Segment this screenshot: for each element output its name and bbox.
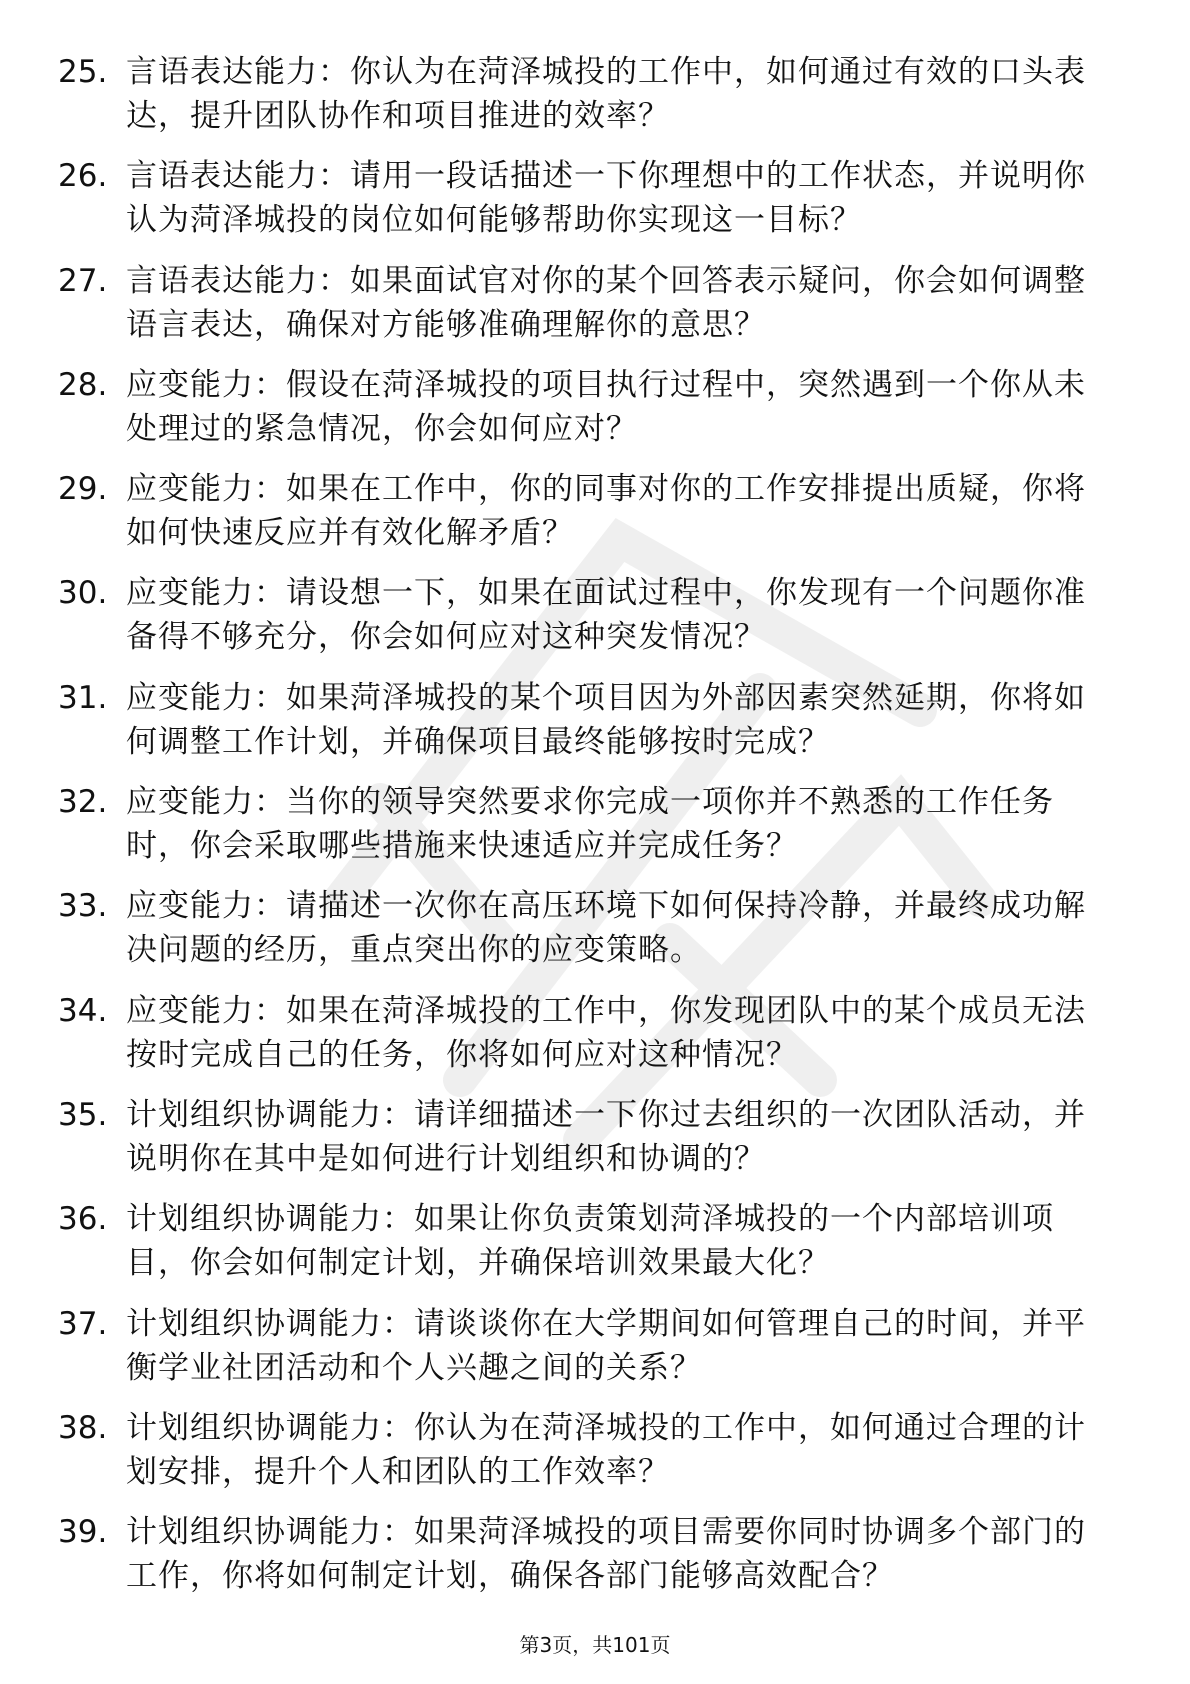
question-item bbox=[58, 780, 1108, 868]
question-number: 27. bbox=[58, 262, 108, 299]
page-number: 第3页，共101页 bbox=[519, 1633, 671, 1657]
question-text: 计划组织协调能力：请谈谈你在大学期间如何管理自己的时间，并平衡学业社团活动和个人兴趣之间的关系？ bbox=[126, 1305, 1086, 1386]
question-item bbox=[58, 1406, 1108, 1494]
question-number: 37. bbox=[58, 1305, 108, 1342]
question-item bbox=[58, 676, 1108, 764]
question-text: 计划组织协调能力：请详细描述一下你过去组织的一次团队活动，并说明你在其中是如何进行计划组织和协调的？ bbox=[126, 1096, 1086, 1177]
question-item bbox=[58, 154, 1108, 242]
question-number: 26. bbox=[58, 158, 108, 195]
question-text: 言语表达能力：如果面试官对你的某个回答表示疑问，你会如何调整语言表达，确保对方能够准确理解你的意思？ bbox=[126, 262, 1086, 343]
question-number: 39. bbox=[58, 1514, 108, 1551]
question-number: 35. bbox=[58, 1096, 108, 1133]
question-item bbox=[58, 1510, 1108, 1598]
question-text: 言语表达能力：你认为在菏泽城投的工作中，如何通过有效的口头表达，提升团队协作和项目推进的效率？ bbox=[126, 54, 1086, 134]
question-text: 应变能力：如果在工作中，你的同事对你的工作安排提出质疑，你将如何快速反应并有效化解矛盾？ bbox=[126, 471, 1086, 552]
question-number: 30. bbox=[58, 575, 108, 612]
question-number: 29. bbox=[58, 471, 108, 508]
question-number: 32. bbox=[58, 784, 108, 821]
question-text: 计划组织协调能力：如果菏泽城投的项目需要你同时协调多个部门的工作，你将如何制定计划，确保各部门能够高效配合？ bbox=[126, 1514, 1086, 1595]
question-text: 应变能力：请描述一次你在高压环境下如何保持冷静，并最终成功解决问题的经历，重点突出你的应变策略。 bbox=[126, 888, 1086, 969]
question-number: 33. bbox=[58, 888, 108, 925]
question-number: 25. bbox=[58, 54, 108, 90]
question-number: 38. bbox=[58, 1409, 108, 1446]
question-text: 应变能力：假设在菏泽城投的项目执行过程中，突然遇到一个你从未处理过的紧急情况，你会如何应对？ bbox=[126, 366, 1086, 447]
question-item bbox=[58, 989, 1108, 1077]
question-item bbox=[58, 467, 1108, 555]
question-item bbox=[58, 259, 1108, 347]
question-number: 36. bbox=[58, 1201, 108, 1238]
question-item bbox=[58, 1197, 1108, 1285]
question-text: 应变能力：如果在菏泽城投的工作中，你发现团队中的某个成员无法按时完成自己的任务，你将如何应对这种情况？ bbox=[126, 992, 1086, 1073]
question-number: 34. bbox=[58, 992, 108, 1029]
question-item bbox=[58, 1302, 1108, 1390]
question-item bbox=[58, 363, 1108, 451]
question-text: 应变能力：当你的领导突然要求你完成一项你并不熟悉的工作任务时，你会采取哪些措施来快速适应并完成任务？ bbox=[126, 784, 1054, 865]
question-item bbox=[58, 571, 1108, 659]
question-item bbox=[58, 1093, 1108, 1181]
question-list bbox=[58, 50, 1108, 1614]
question-number: 28. bbox=[58, 366, 108, 403]
question-text: 应变能力：如果菏泽城投的某个项目因为外部因素突然延期，你将如何调整工作计划，并确保项目最终能够按时完成？ bbox=[126, 679, 1086, 760]
question-text: 言语表达能力：请用一段话描述一下你理想中的工作状态，并说明你认为菏泽城投的岗位如何能够帮助你实现这一目标？ bbox=[126, 158, 1086, 239]
question-number: 31. bbox=[58, 679, 108, 716]
question-text: 计划组织协调能力：你认为在菏泽城投的工作中，如何通过合理的计划安排，提升个人和团队的工作效率？ bbox=[126, 1409, 1086, 1490]
question-item bbox=[58, 50, 1108, 138]
question-item bbox=[58, 884, 1108, 972]
question-text: 计划组织协调能力：如果让你负责策划菏泽城投的一个内部培训项目，你会如何制定计划，并确保培训效果最大化？ bbox=[126, 1201, 1054, 1282]
question-text: 应变能力：请设想一下，如果在面试过程中，你发现有一个问题你准备得不够充分，你会如何应对这种突发情况？ bbox=[126, 575, 1086, 656]
